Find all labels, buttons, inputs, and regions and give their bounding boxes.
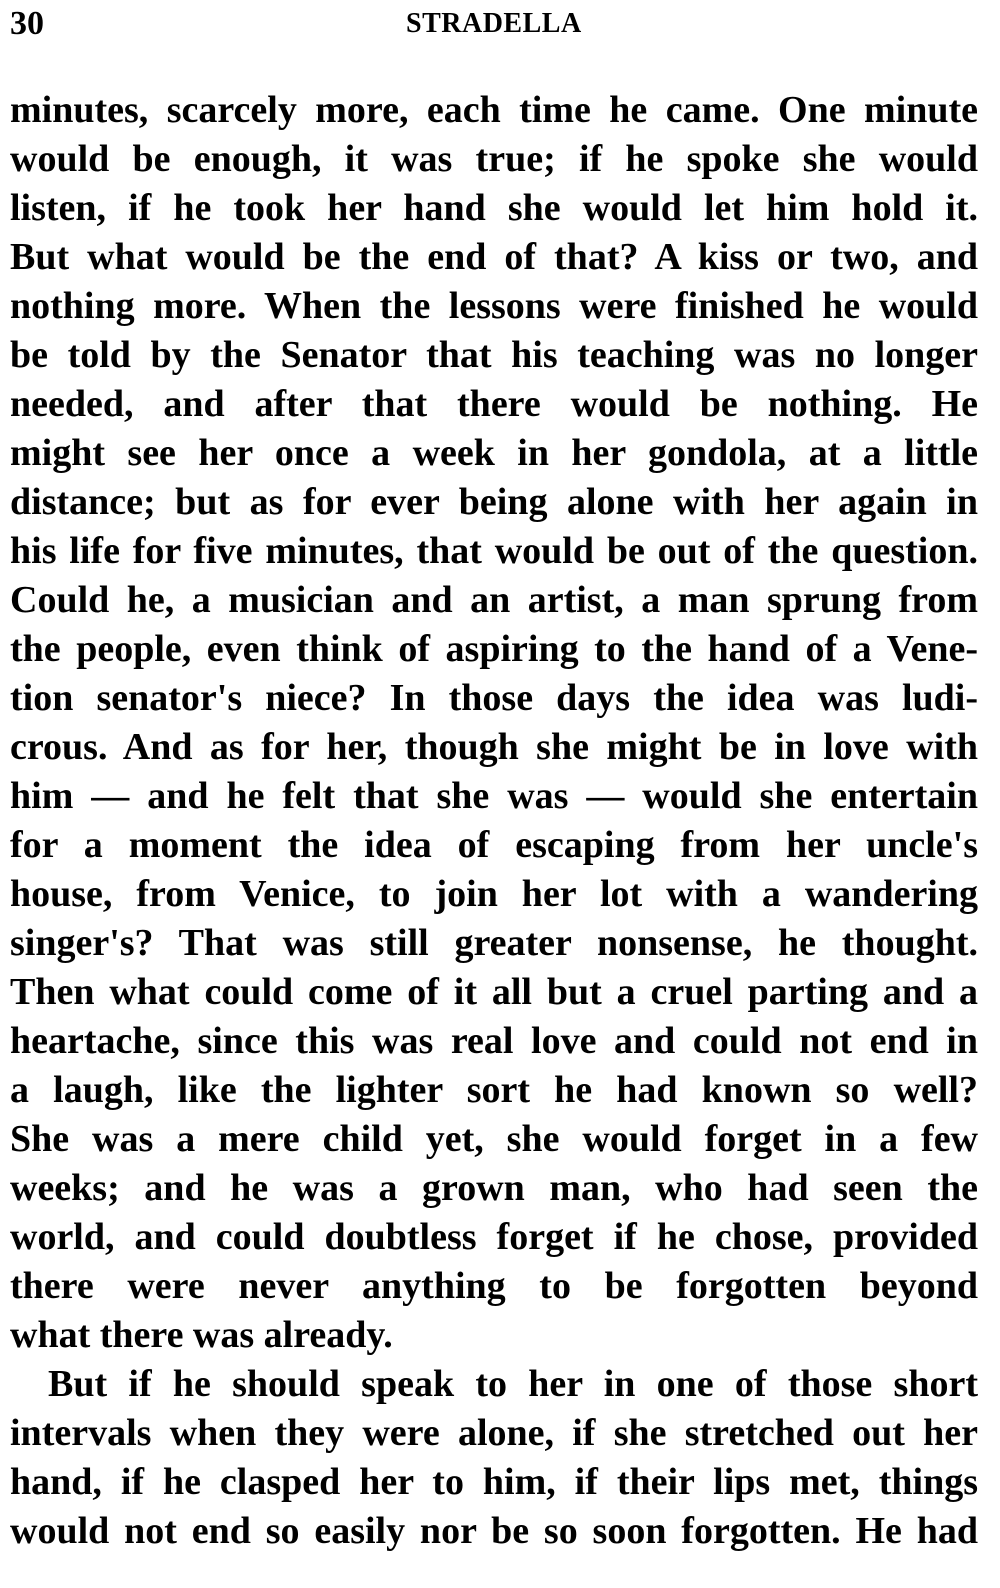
text-line: would be enough, it was true; if he spoke she would [10, 138, 978, 180]
page-number: 30 [10, 5, 44, 42]
text-line: for a moment the idea of escaping from her uncle's [10, 824, 978, 866]
text-line: listen, if he took her hand she would let him hold it. [10, 187, 978, 229]
text-line: tion senator's niece? In those days the idea was ludi- [10, 677, 978, 719]
text-line: Then what could come of it all but a cruel parting and a [10, 971, 978, 1013]
text-line: weeks; and he was a grown man, who had seen the [10, 1167, 978, 1209]
text-line: heartache, since this was real love and could not end in [10, 1020, 978, 1062]
text-line: needed, and after that there would be nothing. He [10, 383, 978, 425]
text-line: be told by the Senator that his teaching was no longer [10, 334, 978, 376]
text-line: the people, even think of aspiring to the hand of a Vene- [10, 628, 978, 670]
text-line: distance; but as for ever being alone with her again in [10, 481, 978, 523]
text-line: minutes, scarcely more, each time he came. One minute [10, 89, 978, 131]
running-head [10, 0, 985, 50]
body-text [10, 86, 978, 1556]
running-title: STRADELLA [406, 8, 582, 39]
text-line: But what would be the end of that? A kiss or two, and [10, 236, 978, 278]
text-line: his life for five minutes, that would be out of the question. [10, 530, 978, 572]
paragraph-end-line: what there was already. [10, 1314, 393, 1356]
paragraph-start-line: But if he should speak to her in one of those short [48, 1363, 978, 1405]
text-line: would not end so easily nor be so soon forgotten. He had [10, 1510, 978, 1552]
text-line: might see her once a week in her gondola, at a little [10, 432, 978, 474]
text-line: crous. And as for her, though she might be in love with [10, 726, 978, 768]
text-line: hand, if he clasped her to him, if their lips met, things [10, 1461, 978, 1503]
text-line: singer's? That was still greater nonsense, he thought. [10, 922, 978, 964]
text-line: him — and he felt that she was — would she entertain [10, 775, 978, 817]
text-line: there were never anything to be forgotten beyond [10, 1265, 978, 1307]
text-line: She was a mere child yet, she would forget in a few [10, 1118, 978, 1160]
text-line: Could he, a musician and an artist, a man sprung from [10, 579, 978, 621]
text-line: nothing more. When the lessons were finished he would [10, 285, 978, 327]
text-line: a laugh, like the lighter sort he had known so well? [10, 1069, 978, 1111]
text-line: house, from Venice, to join her lot with a wandering [10, 873, 978, 915]
text-line: world, and could doubtless forget if he chose, provided [10, 1216, 978, 1258]
text-line: intervals when they were alone, if she stretched out her [10, 1412, 978, 1454]
